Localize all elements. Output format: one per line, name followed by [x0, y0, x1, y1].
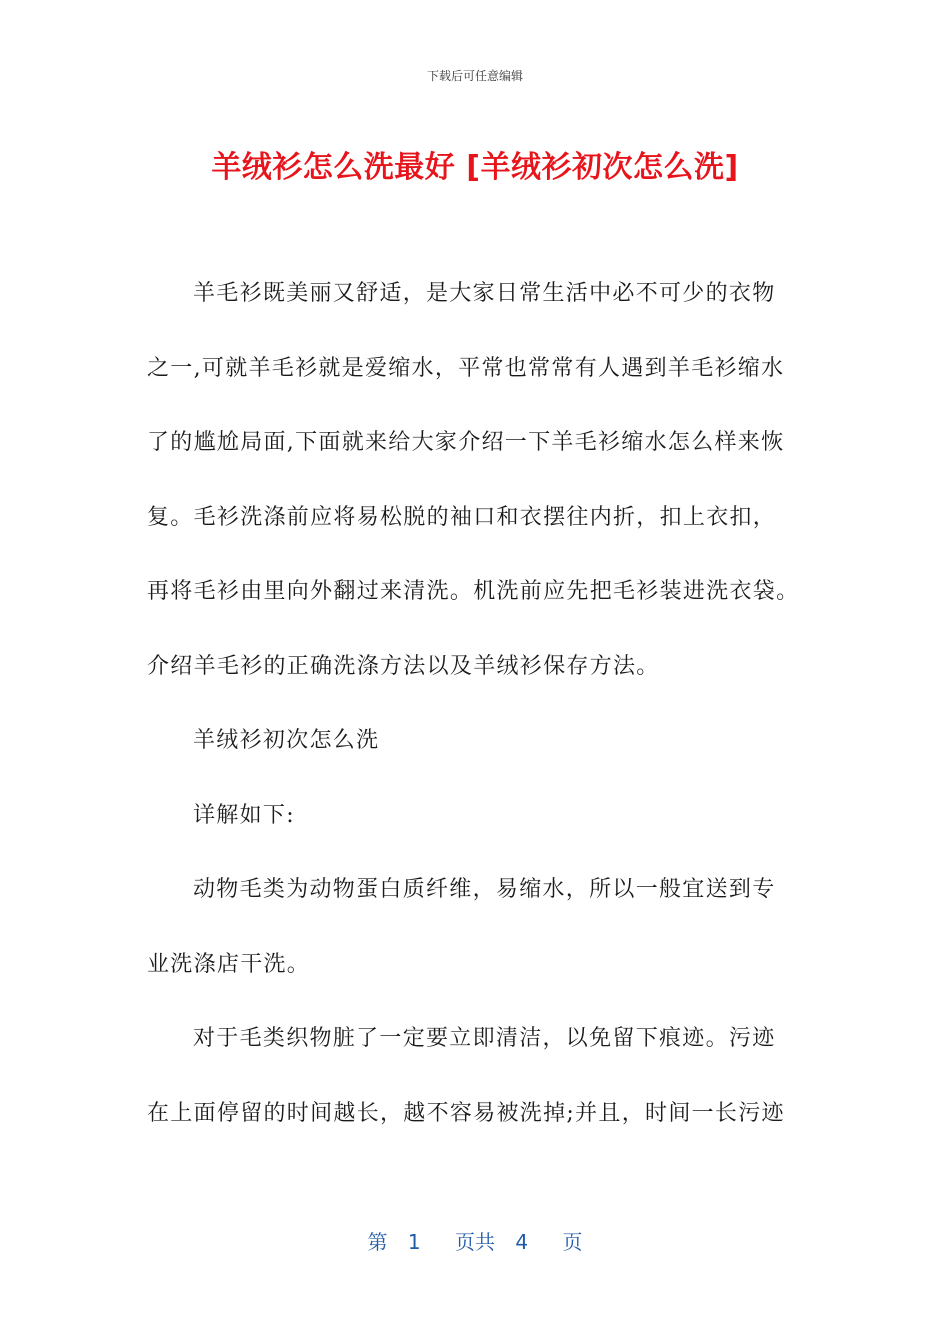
body-line: 复。毛衫洗涤前应将易松脱的袖口和衣摆往内折，扣上衣扣， — [147, 504, 777, 530]
body-line: 之一,可就羊毛衫就是爱缩水，平常也常常有人遇到羊毛衫缩水 — [147, 355, 785, 381]
footer-page-number: 1 — [407, 1230, 421, 1254]
body-line: 对于毛类织物脏了一定要立即清洁，以免留下痕迹。污迹 — [193, 1026, 776, 1051]
body-line: 介绍羊毛衫的正确洗涤方法以及羊绒衫保存方法。 — [147, 653, 660, 679]
footer-middle: 页共 — [455, 1230, 495, 1254]
body-line: 在上面停留的时间越长，越不容易被洗掉;并且，时间一长污迹 — [147, 1100, 785, 1126]
header-note: 下载后可任意编辑 — [426, 69, 523, 83]
footer-total-pages: 4 — [515, 1230, 529, 1254]
body-line: 了的尴尬局面,下面就来给大家介绍一下羊毛衫缩水怎么样来恢 — [147, 430, 785, 455]
section-heading: 羊绒衫初次怎么洗 — [193, 728, 380, 753]
document-title: 羊绒衫怎么洗最好 [羊绒衫初次怎么洗] — [211, 150, 739, 185]
body-line: 动物毛类为动物蛋白质纤维，易缩水，所以一般宜送到专 — [193, 877, 776, 902]
footer-suffix: 页 — [562, 1230, 583, 1254]
body-line: 再将毛衫由里向外翻过来清洗。机洗前应先把毛衫装进洗衣袋。 — [147, 579, 800, 604]
body-line: 详解如下: — [193, 802, 295, 828]
body-line: 羊毛衫既美丽又舒适，是大家日常生活中必不可少的衣物 — [193, 281, 776, 306]
document-body — [147, 257, 807, 1151]
footer-prefix: 第 — [367, 1230, 388, 1254]
page-footer — [0, 1226, 950, 1255]
body-line: 业洗涤店干洗。 — [147, 951, 311, 977]
